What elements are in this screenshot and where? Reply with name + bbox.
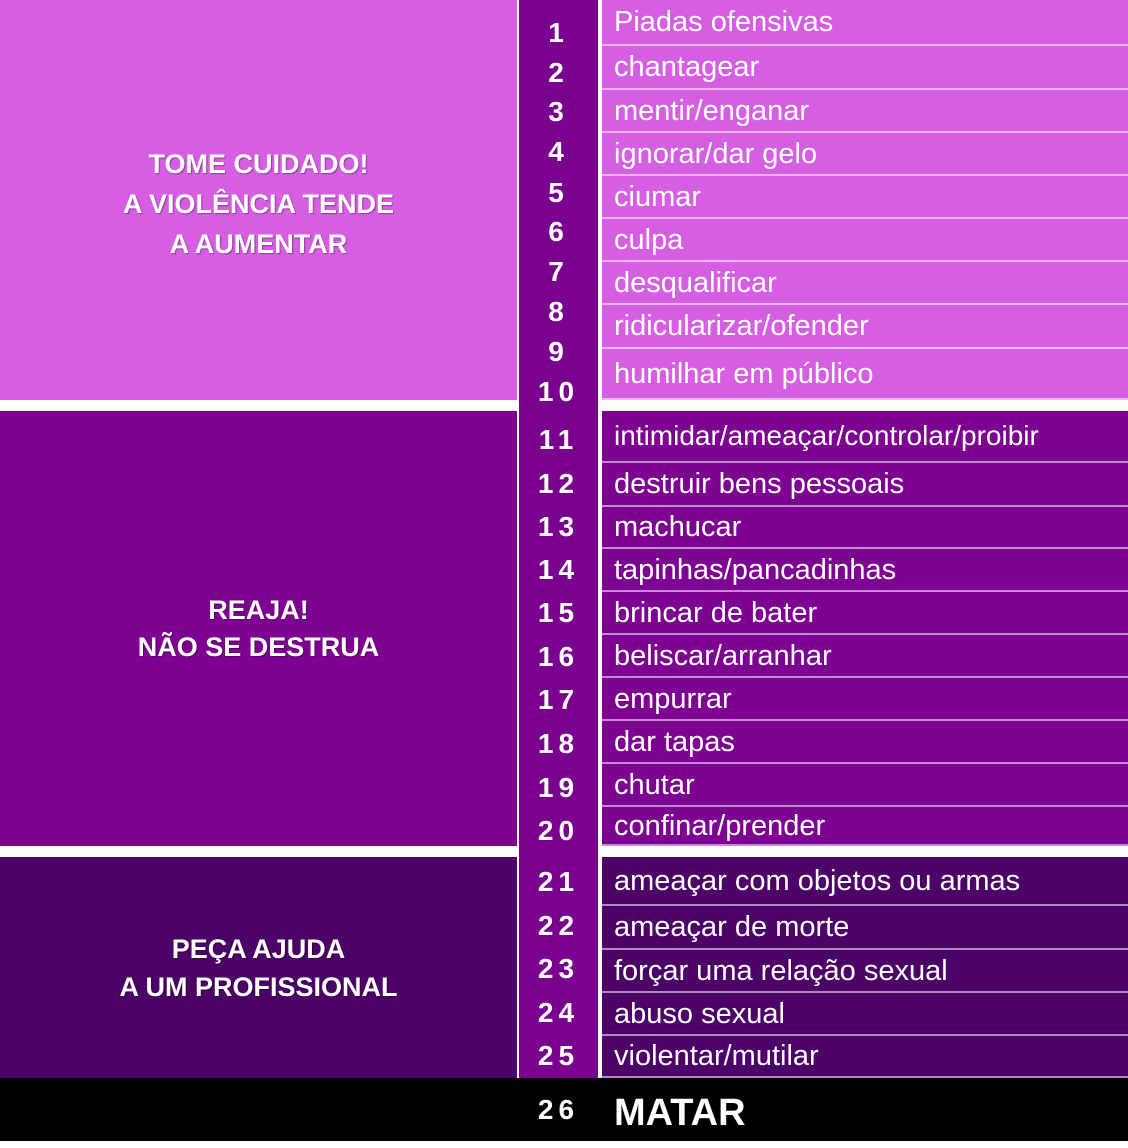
behavior-item: ciumar <box>602 176 1128 219</box>
stage-number: 1 <box>548 17 569 48</box>
stage-number: 14 <box>537 554 580 585</box>
behavior-item: chantagear <box>602 46 1128 90</box>
react-line: NÃO SE DESTRUA <box>137 631 380 662</box>
behavior-item: Piadas ofensivas <box>602 0 1128 46</box>
behavior-item: destruir bens pessoais <box>602 463 1128 507</box>
behavior-item: beliscar/arranhar <box>602 635 1128 678</box>
stage-number: 24 <box>537 997 580 1028</box>
stage-number: 11 <box>538 424 579 455</box>
stage-number: 16 <box>537 641 580 672</box>
behavior-item: violentar/mutilar <box>602 1036 1128 1078</box>
behavior-item: intimidar/ameaçar/controlar/proibir <box>602 411 1128 463</box>
behavior-item: confinar/prender <box>602 807 1128 846</box>
stage-number: 5 <box>548 177 569 208</box>
stage-number: 23 <box>537 953 580 984</box>
stage-number: 15 <box>537 597 580 628</box>
react-line: REAJA! <box>208 594 309 625</box>
final-stage-label: MATAR <box>614 1092 746 1134</box>
react-section-text <box>138 592 380 666</box>
stage-number: 20 <box>537 815 580 846</box>
warning-section-text <box>123 144 394 264</box>
behavior-item: humilhar em público <box>602 349 1128 400</box>
help-section-text <box>119 930 397 1006</box>
behavior-item: brincar de bater <box>602 592 1128 635</box>
stage-number: 12 <box>537 468 580 499</box>
help-line: PEÇA AJUDA <box>171 933 346 964</box>
stage-number: 7 <box>548 256 569 287</box>
warning-line: TOME CUIDADO! <box>148 149 369 179</box>
help-line: A UM PROFISSIONAL <box>119 971 398 1002</box>
stage-number: 19 <box>537 772 580 803</box>
behavior-item: forçar uma relação sexual <box>602 950 1128 993</box>
behavior-item: tapinhas/pancadinhas <box>602 549 1128 592</box>
stage-number: 10 <box>537 376 580 407</box>
stage-number: 18 <box>537 728 580 759</box>
behavior-item: machucar <box>602 507 1128 549</box>
help-section-panel <box>0 857 517 1078</box>
behavior-item: culpa <box>602 219 1128 262</box>
behavior-item: desqualificar <box>602 262 1128 305</box>
behavior-item: ridicularizar/ofender <box>602 305 1128 349</box>
behavior-item: ignorar/dar gelo <box>602 133 1128 176</box>
stage-number: 17 <box>537 684 580 715</box>
behavior-item: mentir/enganar <box>602 90 1128 133</box>
react-section-panel <box>0 411 517 846</box>
stage-number: 21 <box>537 866 580 897</box>
stage-number: 6 <box>548 216 569 247</box>
stage-number: 8 <box>548 296 569 327</box>
stage-number: 22 <box>537 910 580 941</box>
final-stage-number: 26 <box>537 1094 580 1125</box>
behavior-item: ameaçar de morte <box>602 906 1128 950</box>
behavior-item: chutar <box>602 764 1128 807</box>
stage-number: 2 <box>548 57 569 88</box>
stage-number: 25 <box>537 1040 580 1071</box>
behavior-item: empurrar <box>602 678 1128 721</box>
warning-line: A AUMENTAR <box>169 229 348 259</box>
warning-line: A VIOLÊNCIA TENDE <box>122 189 394 219</box>
behavior-item: ameaçar com objetos ou armas <box>602 857 1128 906</box>
behavior-item: abuso sexual <box>602 993 1128 1036</box>
warning-section-panel <box>0 0 517 400</box>
stage-number: 3 <box>548 96 569 127</box>
behavior-item: dar tapas <box>602 721 1128 764</box>
stage-number: 4 <box>548 136 569 167</box>
stage-number: 9 <box>548 336 569 367</box>
stage-number: 13 <box>537 511 580 542</box>
